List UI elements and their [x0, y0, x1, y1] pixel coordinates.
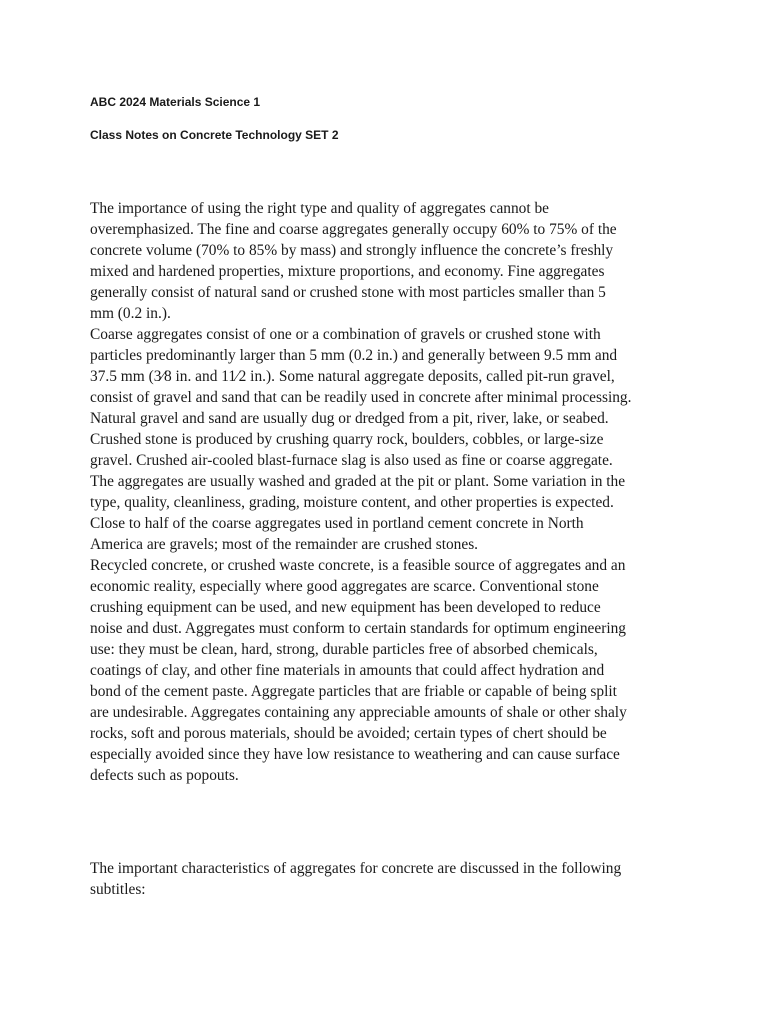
main-body-text — [90, 198, 680, 786]
body-line: Natural gravel and sand are usually dug or dredged from a pit, river, lake, or seabed. — [90, 410, 609, 427]
body-line: rocks, soft and porous materials, should be avoided; certain types of chert should be — [90, 725, 607, 742]
body-line: mm (0.2 in.). — [90, 305, 171, 322]
course-title: ABC 2024 Materials Science 1 — [90, 95, 261, 109]
body-line: generally consist of natural sand or crushed stone with most particles smaller than 5 — [90, 284, 606, 301]
body-line: coatings of clay, and other fine materials in amounts that could affect hydration and — [90, 662, 605, 679]
body-line: bond of the cement paste. Aggregate particles that are friable or capable of being split — [90, 683, 617, 700]
body-line: Coarse aggregates consist of one or a combination of gravels or crushed stone with — [90, 326, 601, 343]
body-line: The aggregates are usually washed and graded at the pit or plant. Some variation in the — [90, 473, 626, 490]
body-line: type, quality, cleanliness, grading, moisture content, and other properties is expected. — [90, 494, 614, 511]
body-line: concrete volume (70% to 85% by mass) and strongly influence the concrete’s freshly — [90, 242, 614, 259]
body-line: crushing equipment can be used, and new equipment has been developed to reduce — [90, 599, 601, 616]
body-line: use: they must be clean, hard, strong, durable particles free of absorbed chemicals, — [90, 641, 598, 658]
closing-line: subtitles: — [90, 881, 146, 898]
body-line: The importance of using the right type and quality of aggregates cannot be — [90, 200, 550, 217]
body-line: overemphasized. The fine and coarse aggregates generally occupy 60% to 75% of the — [90, 221, 617, 238]
body-line: are undesirable. Aggregates containing any appreciable amounts of shale or other shaly — [90, 704, 627, 721]
body-line: Close to half of the coarse aggregates used in portland cement concrete in North — [90, 515, 584, 532]
body-line: gravel. Crushed air-cooled blast-furnace slag is also used as fine or coarse aggregate. — [90, 452, 613, 469]
body-line: defects such as popouts. — [90, 767, 239, 784]
notes-title: Class Notes on Concrete Technology SET 2 — [90, 128, 339, 142]
body-line: consist of gravel and sand that can be readily used in concrete after minimal processing. — [90, 389, 632, 406]
body-line: 37.5 mm (3⁄8 in. and 11⁄2 in.). Some natural aggregate deposits, called pit-run gravel, — [90, 368, 615, 385]
body-line: especially avoided since they have low resistance to weathering and can cause surface — [90, 746, 620, 763]
body-line: Recycled concrete, or crushed waste concrete, is a feasible source of aggregates and an — [90, 557, 626, 574]
closing-line: The important characteristics of aggregates for concrete are discussed in the following — [90, 860, 622, 877]
closing-paragraph — [90, 858, 680, 900]
body-line: particles predominantly larger than 5 mm (0.2 in.) and generally between 9.5 mm and — [90, 347, 618, 364]
body-line: Crushed stone is produced by crushing quarry rock, boulders, cobbles, or large-size — [90, 431, 604, 448]
body-line: noise and dust. Aggregates must conform to certain standards for optimum engineering — [90, 620, 626, 637]
body-line: mixed and hardened properties, mixture proportions, and economy. Fine aggregates — [90, 263, 605, 280]
body-line: economic reality, especially where good aggregates are scarce. Conventional stone — [90, 578, 599, 595]
body-line: America are gravels; most of the remainder are crushed stones. — [90, 536, 479, 553]
